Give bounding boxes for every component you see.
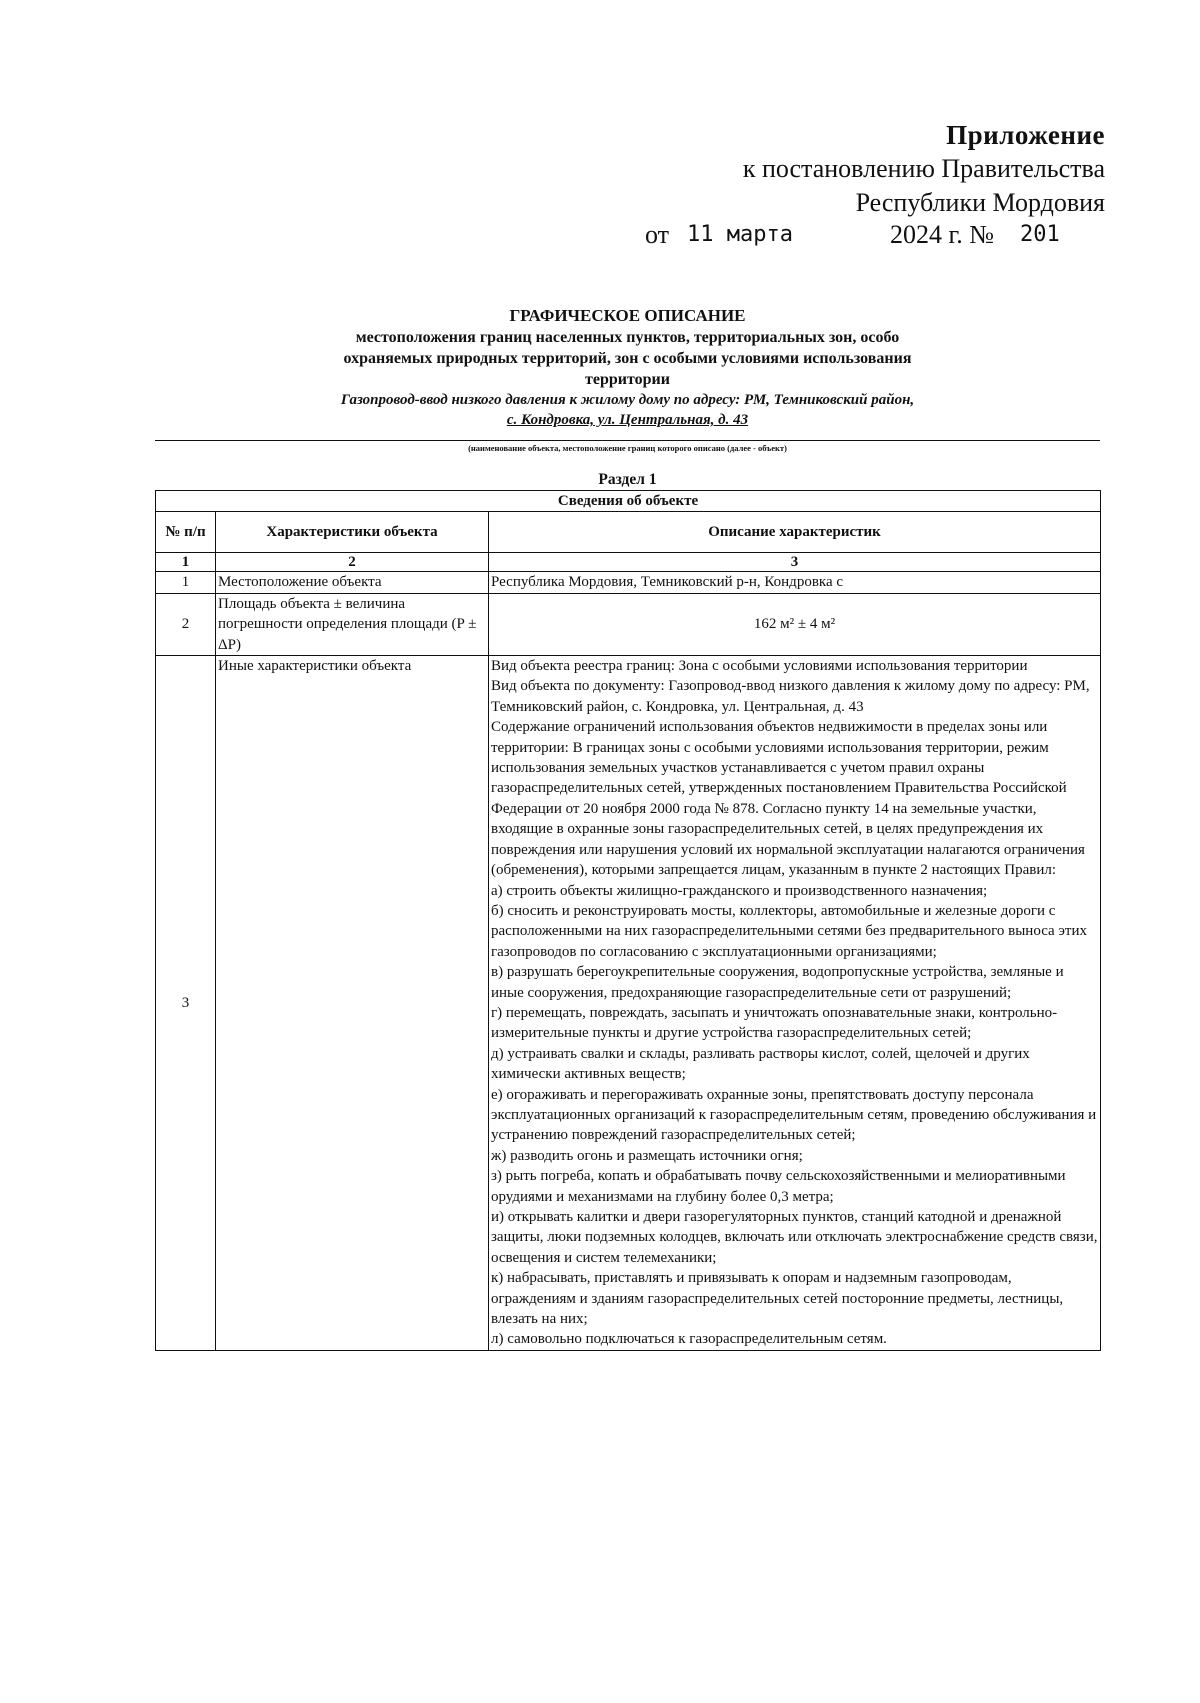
appendix-line-1: к постановлению Правительства (742, 154, 1105, 183)
document-title-block (155, 305, 1100, 430)
object-name-underline (155, 440, 1100, 441)
row-description: 162 м² ± 4 м² (489, 593, 1101, 655)
description-paragraph: л) самовольно подключаться к газораспределительным сетям. (491, 1331, 887, 1348)
description-paragraph: к) набрасывать, приставлять и привязывать к опорам и надземным газопроводам, ограждениям и зданиям газораспределительных сетей посторонние предметы, лестницы, влезать на них; (491, 1270, 1064, 1328)
object-name (258, 390, 998, 430)
description-paragraph: Содержание ограничений использования объектов недвижимости в пределах зоны или территории: В границах зоны с особыми условиями использования территории, режим использования земельных участков устанавливается с учетом правил охраны газораспределительных сетей, утвержденных постановлением Правительства Российской Федерации от 20 ноября 2000 года № 878. Согласно пункту 14 на земельные участки, входящие в охранные зоны газораспределительных сетей, в целях предупреждения их повреждения или нарушения условий их нормальной эксплуатации налагаются ограничения (обременения), которыми запрещается лицам, указанным в пункте 2 настоящих Правил: (491, 719, 1085, 879)
object-info-table (155, 490, 1101, 1351)
row-number: 2 (156, 593, 216, 655)
column-number-cell: 2 (216, 553, 489, 572)
description-paragraph: б) сносить и реконструировать мосты, коллекторы, автомобильные и железные дороги с расположенными на них газораспределительными сетями без предварительного выноса этих газопроводов по согласованию с эксплуатационными организациями; (491, 902, 1087, 960)
appendix-heading: Приложение (946, 120, 1105, 150)
resolution-date-line (645, 218, 1105, 252)
description-paragraph: и) открывать калитки и двери газорегуляторных пунктов, станций катодной и дренажной защиты, люки подземных колодцев, включать или отключать электроснабжение средств связи, освещения и систем телемеханики; (491, 1209, 1098, 1266)
resolution-year: 2024 г. № (890, 220, 995, 249)
date-prefix: от (645, 220, 670, 249)
column-header-characteristic: Характеристики объекта (216, 512, 489, 553)
row-characteristic: Иные характеристики объекта (216, 656, 489, 1351)
column-number-cell: 1 (156, 553, 216, 572)
description-paragraph: з) рыть погреба, копать и обрабатывать почву сельскохозяйственными и мелиоративными орудиями и механизмами на глубину более 0,3 метра; (491, 1168, 1066, 1205)
resolution-date: 11 марта (687, 222, 793, 247)
description-paragraph: ж) разводить огонь и размещать источники огня; (491, 1147, 803, 1164)
document-subtitle: местоположения границ населенных пунктов, территориальных зон, особо охраняемых природных территорий, зон с особыми условиями использования территории (343, 329, 912, 388)
appendix-line-2: Республики Мордовия (855, 188, 1105, 217)
object-name-line-1: Газопровод-ввод низкого давления к жилому дому по адресу: РМ, Темниковский район, (340, 392, 915, 408)
table-row (156, 572, 1101, 593)
row-characteristic: Площадь объекта ± величина погрешности определения площади (P ± ΔP) (216, 593, 489, 655)
row-description (489, 656, 1101, 1351)
object-name-caption: (наименование объекта, местоположение границ которого описано (далее - объект) (468, 443, 787, 453)
description-paragraph: е) огораживать и перегораживать охранные зоны, препятствовать доступу персонала эксплуатационных организаций к газораспределительным сетям, проведению обслуживания и устранению повреждений газораспределительных сетей; (491, 1086, 1097, 1144)
section-title: Раздел 1 (598, 471, 657, 488)
column-header-description: Описание характеристик (489, 512, 1101, 553)
description-paragraph: в) разрушать берегоукрепительные сооружения, водопропускные устройства, земляные и иные сооружения, предохраняющие газораспределительные сети от разрушений; (491, 964, 1064, 1001)
description-paragraph: Вид объекта реестра границ: Зона с особыми условиями использования территории (491, 658, 1028, 675)
row-number: 1 (156, 572, 216, 593)
row-description: Республика Мордовия, Темниковский р-н, Кондровка с (489, 572, 1101, 593)
table-row (156, 593, 1101, 655)
description-paragraph: д) устраивать свалки и склады, разливать растворы кислот, солей, щелочей и других химически активных веществ; (491, 1045, 1030, 1083)
object-name-line-2: с. Кондровка, ул. Центральная, д. 43 (506, 412, 749, 428)
column-number-cell: 3 (489, 553, 1101, 572)
document-title: ГРАФИЧЕСКОЕ ОПИСАНИЕ (509, 306, 746, 325)
description-paragraph: г) перемещать, повреждать, засыпать и уничтожать опознавательные знаки, контрольно-измерительные пункты и другие устройства газораспределительных сетей; (491, 1004, 1058, 1042)
description-paragraph: Вид объекта по документу: Газопровод-ввод низкого давления к жилому дому по адресу: РМ, Темниковский район, с. Кондровка, ул. Центральная, д. 43 (491, 678, 1090, 715)
row-number: 3 (156, 656, 216, 1351)
column-header-number: № п/п (156, 512, 216, 553)
table-row (156, 656, 1101, 1351)
appendix-header (560, 118, 1105, 220)
row-characteristic: Местоположение объекта (216, 572, 489, 593)
description-paragraph: а) строить объекты жилищно-гражданского и производственного назначения; (491, 882, 988, 899)
table-section-header: Сведения об объекте (156, 491, 1101, 512)
resolution-number: 201 (1020, 222, 1060, 247)
